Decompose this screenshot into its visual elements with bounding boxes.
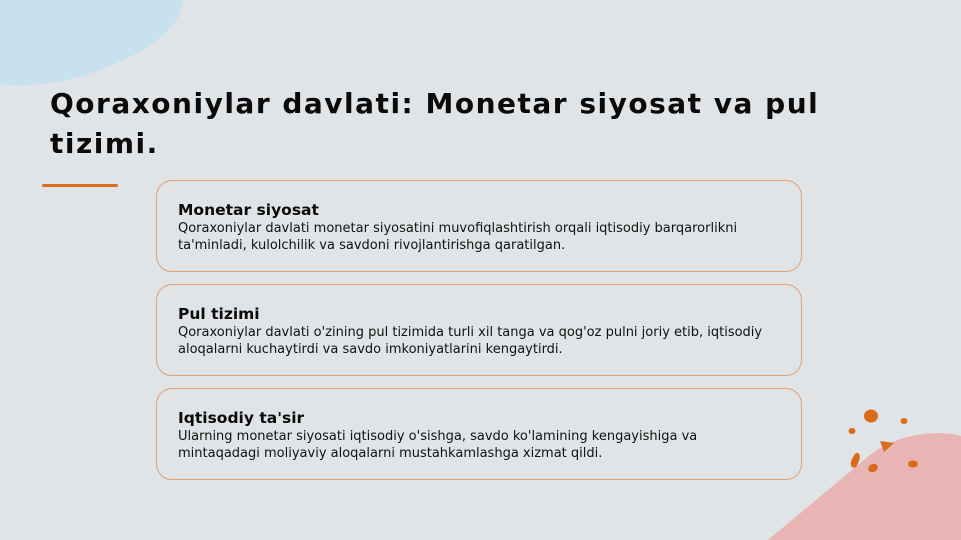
title-underline — [42, 184, 118, 187]
card-iqtisodiy-tasir — [156, 388, 802, 480]
card-text: Ularning monetar siyosati iqtisodiy o'sishga, savdo ko'lamining kengayishiga va mintaqadagi moliyaviy aloqalarni mustahkamlashga xizmat qildi. — [178, 429, 698, 461]
page-title: Qoraxoniylar davlati: Monetar siyosat va pul tizimi. — [50, 87, 820, 160]
card-text: Qoraxoniylar davlati monetar siyosatini muvofiqlashtirish orqali iqtisodiy barqarorlikni ta'minladi, kulolchilik va savdoni rivojlantirishga qaratilgan. — [178, 221, 738, 253]
card-text: Qoraxoniylar davlati o'zining pul tizimida turli xil tanga va qog'oz pulni joriy etib, iqtisodiy aloqalarni kuchaytirdi va savdo imkoniyatlarini kengaytirdi. — [178, 325, 763, 357]
card-monetar-siyosat — [156, 180, 802, 272]
card-pul-tizimi — [156, 284, 802, 376]
card-heading: Pul tizimi — [178, 305, 260, 323]
card-heading: Monetar siyosat — [178, 201, 319, 219]
blue-blob-shape — [0, 0, 183, 86]
card-heading: Iqtisodiy ta'sir — [178, 409, 305, 427]
